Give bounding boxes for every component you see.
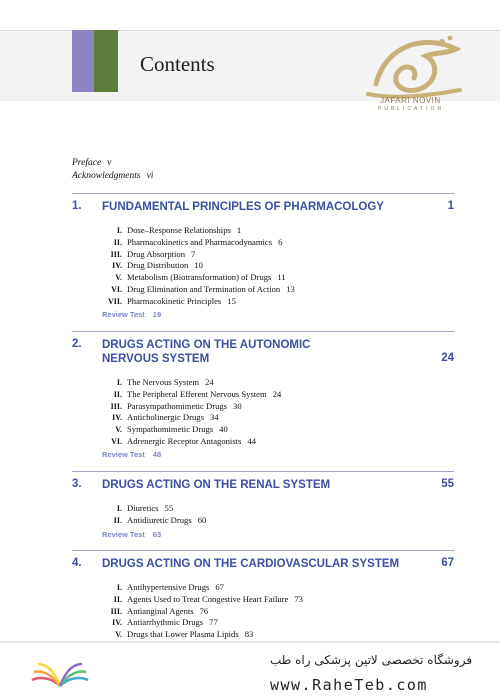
section-page: 7 xyxy=(191,248,196,259)
section-title: Anticholinergic Drugs xyxy=(127,412,204,423)
section-item[interactable] xyxy=(102,412,281,424)
section-title: Antihypertensive Drugs xyxy=(127,582,210,592)
section-item[interactable] xyxy=(102,436,281,448)
section-title: The Nervous System xyxy=(127,377,200,387)
section-roman: IV. xyxy=(112,261,122,271)
review-test-link[interactable] xyxy=(102,530,161,539)
section-item[interactable] xyxy=(102,249,295,261)
accent-bar-purple xyxy=(72,30,94,92)
section-page: 34 xyxy=(209,412,219,423)
section-page: 30 xyxy=(233,400,242,411)
section-page: 1 xyxy=(236,225,242,235)
section-title: Antidiuretic Drugs xyxy=(127,514,192,525)
review-label: Review Test xyxy=(102,450,145,459)
review-page: 48 xyxy=(152,450,162,459)
section-roman: VII. xyxy=(107,296,122,306)
section-roman: V. xyxy=(115,630,122,640)
section-title: Adrenergic Receptor Antagonists xyxy=(127,435,242,446)
section-title: Pharmacokinetics and Pharmacodynamics xyxy=(127,236,273,247)
section-item[interactable] xyxy=(102,582,303,594)
chapter-divider xyxy=(72,550,454,551)
section-page: 44 xyxy=(247,435,256,446)
front-matter-preface[interactable] xyxy=(72,158,111,168)
section-page: 77 xyxy=(209,617,218,628)
chapter-divider xyxy=(72,471,454,472)
section-page: 55 xyxy=(164,503,174,513)
chapter-1-sections xyxy=(102,225,295,308)
section-roman: VI. xyxy=(111,284,122,294)
section-title: Sympathomimetic Drugs xyxy=(127,424,214,435)
front-matter-page: v xyxy=(107,158,112,168)
section-title: Drug Elimination and Termination of Action xyxy=(127,283,281,294)
section-title: Antiarrhythmic Drugs xyxy=(127,617,204,628)
section-roman: I. xyxy=(116,583,122,592)
section-page: 60 xyxy=(197,514,207,525)
chapter-divider xyxy=(72,331,454,332)
section-page: 10 xyxy=(194,260,203,271)
front-matter-acknowledgments[interactable] xyxy=(72,171,153,181)
section-item[interactable] xyxy=(102,272,295,284)
section-title: Dose–Response Relationships xyxy=(127,225,231,235)
chapter-divider xyxy=(72,193,454,194)
section-page: 67 xyxy=(215,582,224,592)
section-roman: I. xyxy=(116,378,122,387)
chapter-4-sections xyxy=(102,582,303,641)
section-title: Parasympathomimetic Drugs xyxy=(127,400,228,411)
front-matter-page: vi xyxy=(146,171,154,181)
store-url[interactable]: www.RaheTeb.com xyxy=(270,676,428,694)
section-roman: III. xyxy=(110,249,122,259)
section-page: 76 xyxy=(199,605,209,616)
section-page: 13 xyxy=(286,283,295,294)
review-label: Review Test xyxy=(102,310,145,319)
section-roman: II. xyxy=(113,594,122,604)
section-page: 83 xyxy=(244,629,254,640)
book-logo-icon xyxy=(28,656,92,692)
review-test-link[interactable] xyxy=(102,310,161,319)
section-item[interactable] xyxy=(102,284,295,296)
chapter-title: DRUGS ACTING ON THE CARDIOVASCULAR SYSTEM xyxy=(102,558,400,570)
page-title: Contents xyxy=(140,52,215,76)
section-title: Antianginal Agents xyxy=(127,605,194,616)
section-roman: II. xyxy=(113,237,122,247)
section-item[interactable] xyxy=(102,617,303,629)
front-matter-label: Preface xyxy=(72,158,102,168)
chapter-number: 2. xyxy=(72,338,82,350)
chapter-2-sections xyxy=(102,377,281,448)
section-item[interactable] xyxy=(102,424,281,436)
section-page: 24 xyxy=(272,388,282,399)
section-roman: V. xyxy=(115,425,122,435)
section-title: Drug Absorption xyxy=(127,248,186,259)
section-item[interactable] xyxy=(102,401,281,413)
section-roman: II. xyxy=(113,389,122,399)
section-page: 40 xyxy=(219,424,228,435)
section-title: Drug Distribution xyxy=(127,260,189,271)
chapter-title: DRUGS ACTING ON THE AUTONOMIC NERVOUS SYSTEM xyxy=(102,339,311,365)
chapter-3-sections xyxy=(102,503,206,527)
section-roman: III. xyxy=(110,606,122,616)
section-roman: VI. xyxy=(111,436,122,446)
section-item[interactable] xyxy=(102,629,303,641)
section-item[interactable] xyxy=(102,237,295,249)
chapter-number: 4. xyxy=(72,557,82,569)
section-roman: IV. xyxy=(112,618,122,628)
section-roman: I. xyxy=(116,504,122,513)
section-title: Drugs that Lower Plasma Lipids xyxy=(127,629,239,640)
section-page: 11 xyxy=(277,272,286,283)
section-page: 73 xyxy=(294,593,303,604)
section-page: 24 xyxy=(205,377,214,387)
section-title: The Peripheral Efferent Nervous System xyxy=(127,388,267,399)
section-roman: I. xyxy=(116,226,122,235)
chapter-number: 3. xyxy=(72,478,82,490)
section-roman: II. xyxy=(113,515,122,525)
section-item[interactable] xyxy=(102,377,281,389)
section-item[interactable] xyxy=(102,606,303,618)
publisher-subtitle: PUBLICATION xyxy=(378,106,444,112)
section-roman: IV. xyxy=(112,413,122,423)
front-matter-label: Acknowledgments xyxy=(72,171,141,181)
review-page: 63 xyxy=(152,530,162,539)
section-item[interactable] xyxy=(102,296,295,308)
section-title: Agents Used to Treat Congestive Heart Failure xyxy=(127,593,289,604)
section-item[interactable] xyxy=(102,594,303,606)
section-roman: V. xyxy=(115,273,122,283)
accent-bar-green xyxy=(94,30,118,92)
chapter-page: 1 xyxy=(447,200,454,212)
review-label: Review Test xyxy=(102,530,145,539)
review-page: 19 xyxy=(152,310,162,319)
chapter-number: 1. xyxy=(72,200,82,212)
section-page: 6 xyxy=(278,236,283,247)
chapter-page: 24 xyxy=(441,352,454,364)
review-test-link[interactable] xyxy=(102,450,161,459)
section-item[interactable] xyxy=(102,515,206,527)
section-title: Diuretics xyxy=(127,503,159,513)
section-item[interactable] xyxy=(102,260,295,272)
section-item[interactable] xyxy=(102,389,281,401)
section-page: 15 xyxy=(227,295,236,306)
chapter-title: DRUGS ACTING ON THE RENAL SYSTEM xyxy=(102,479,331,491)
section-item[interactable] xyxy=(102,225,295,237)
publisher-name: JAFARI NOVIN xyxy=(380,96,441,105)
store-name: فروشگاه تخصصی لاتین پزشکی راه طب xyxy=(270,653,473,667)
section-roman: III. xyxy=(110,401,122,411)
section-item[interactable] xyxy=(102,503,206,515)
chapter-page: 55 xyxy=(441,478,454,490)
chapter-page: 67 xyxy=(441,557,454,569)
section-title: Metabolism (Biotransformation) of Drugs xyxy=(127,272,272,283)
section-title: Pharmacokinetic Principles xyxy=(127,295,222,306)
chapter-title: FUNDAMENTAL PRINCIPLES OF PHARMACOLOGY xyxy=(102,201,384,213)
